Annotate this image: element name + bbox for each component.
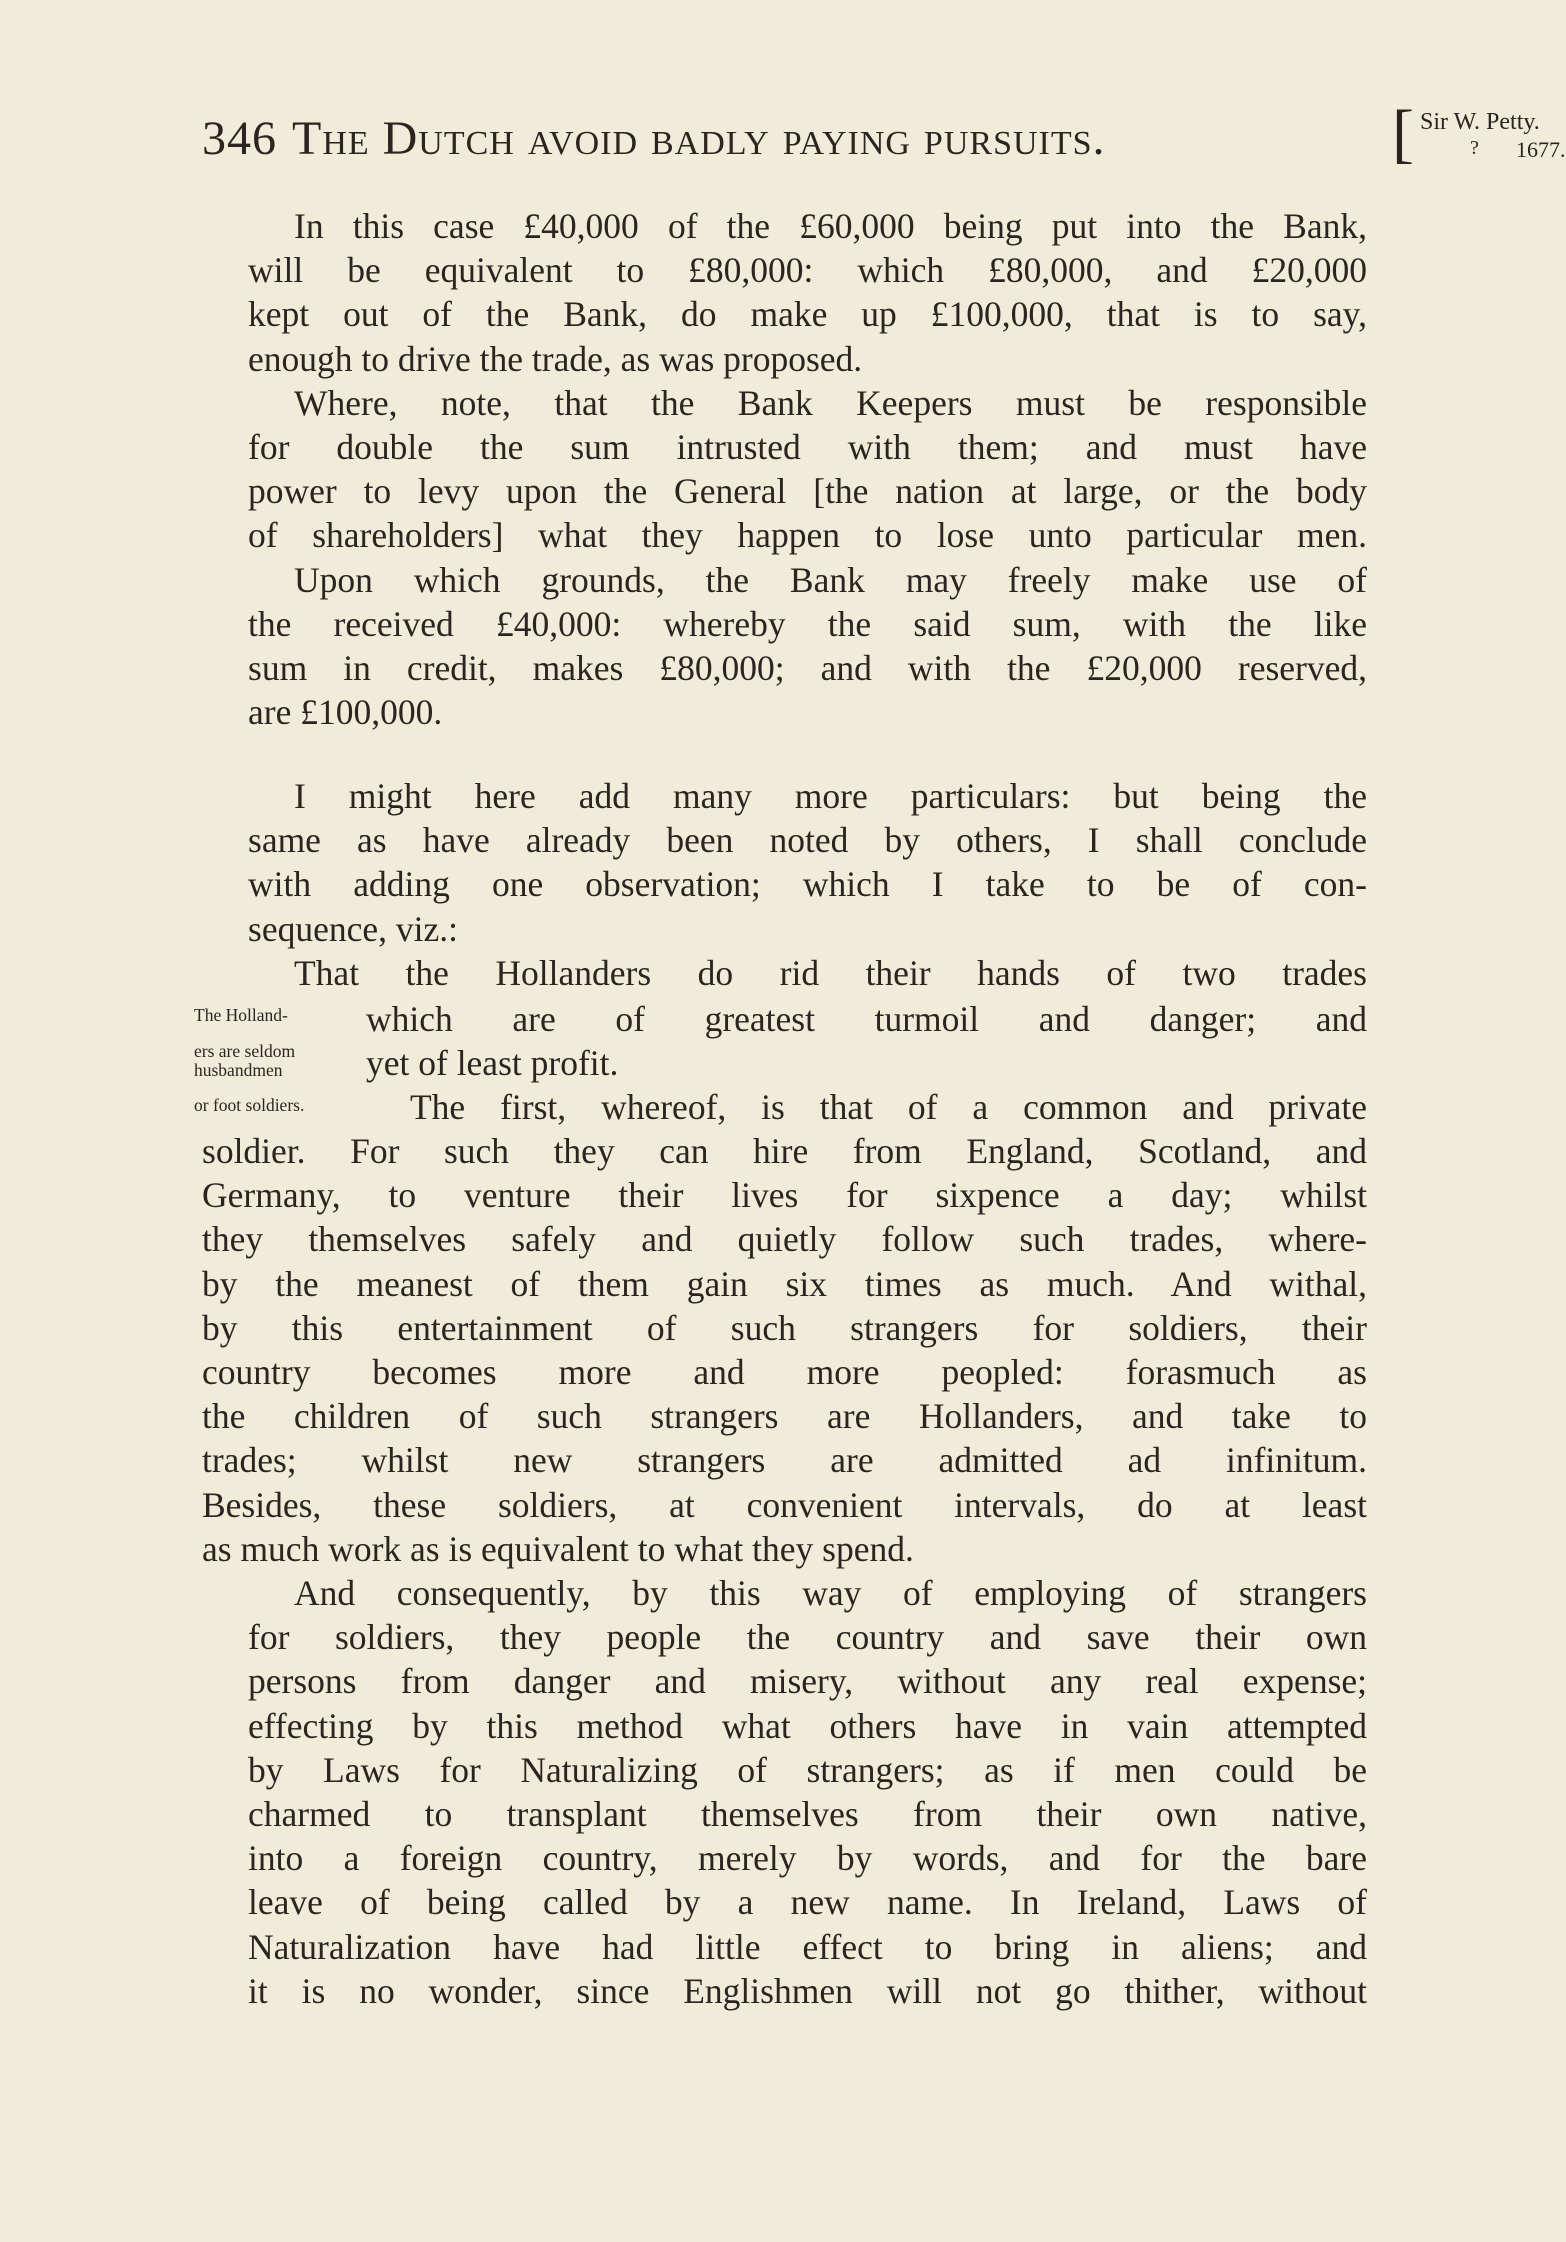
- text-line: by this entertainment of such strangers for soldiers, their: [202, 1307, 1367, 1348]
- text-line: effecting by this method what others have in vain attempted: [248, 1705, 1367, 1746]
- paragraph: [202, 774, 1367, 995]
- running-head: [202, 97, 1566, 173]
- text-line: In this case £40,000 of the £60,000 being put into the Bank,: [294, 206, 1367, 246]
- text-line: Besides, these soldiers, at convenient intervals, do at least: [202, 1484, 1367, 1525]
- marginal-note-line: or foot soldiers.: [194, 1095, 305, 1115]
- text-line: of shareholders] what they happen to lose unto particular men.: [248, 515, 1367, 556]
- text-line: persons from danger and misery, without any real expense;: [248, 1661, 1367, 1702]
- marginal-note-line: The Holland-: [194, 1005, 288, 1025]
- page-number: 346: [202, 112, 277, 165]
- text-line: That the Hollanders do rid their hands of two trades: [294, 952, 1367, 993]
- text-line: which are of greatest turmoil and danger; and: [366, 999, 1367, 1039]
- text-line: And consequently, by this way of employing of strangers: [294, 1573, 1367, 1614]
- paragraph: [202, 558, 1367, 735]
- running-title: The Dutch avoid badly paying pursuits.: [292, 112, 1106, 165]
- paragraph: [202, 381, 1367, 558]
- text-line: sequence, viz.:: [248, 908, 458, 949]
- text-line: yet of least profit.: [366, 1043, 619, 1083]
- running-author: Sir W. Petty.: [1420, 109, 1540, 135]
- text-line: will be equivalent to £80,000: which £80,000, and £20,000: [248, 250, 1367, 291]
- text-line: the received £40,000: whereby the said sum, with the like: [248, 603, 1367, 644]
- running-query: ?: [1470, 137, 1479, 159]
- text-line: are £100,000.: [248, 692, 443, 733]
- text-line: charmed to transplant themselves from their own native,: [248, 1794, 1367, 1835]
- text-block-1: [202, 204, 1367, 734]
- paragraph: [202, 1129, 1367, 1571]
- text-line: Naturalization have had little effect to bring in aliens; and: [248, 1926, 1367, 1967]
- text-line: country becomes more and more peopled: forasmuch as: [202, 1352, 1367, 1393]
- text-line: I might here add many more particulars: but being the: [294, 776, 1367, 816]
- text-line: soldier. For such they can hire from England, Scotland, and: [202, 1131, 1367, 1171]
- text-line: The first, whereof, is that of a common and private: [410, 1087, 1367, 1127]
- paragraph: [202, 204, 1367, 381]
- text-line: power to levy upon the General [the nation at large, or the body: [248, 471, 1367, 512]
- paragraph: [202, 1571, 1367, 2013]
- text-line: with adding one observation; which I take to be of con-: [248, 864, 1367, 905]
- text-line: kept out of the Bank, do make up £100,000, that is to say,: [248, 294, 1367, 335]
- text-line: for double the sum intrusted with them; and must have: [248, 427, 1367, 468]
- text-line: sum in credit, makes £80,000; and with the £20,000 reserved,: [248, 648, 1367, 689]
- text-block-3: [202, 1129, 1367, 2013]
- text-line: enough to drive the trade, as was proposed.: [248, 338, 863, 379]
- running-year: 1677.: [1516, 137, 1566, 162]
- text-line: it is no wonder, since Englishmen will not go thither, without: [248, 1970, 1367, 2011]
- text-line: as much work as is equivalent to what they spend.: [202, 1528, 914, 1569]
- text-line: Germany, to venture their lives for sixpence a day; whilst: [202, 1175, 1367, 1216]
- text-line: they themselves safely and quietly follow such trades, where-: [202, 1219, 1367, 1260]
- text-line: Where, note, that the Bank Keepers must be responsible: [294, 382, 1367, 423]
- text-line: Upon which grounds, the Bank may freely make use of: [294, 559, 1367, 600]
- marginal-note-line: husbandmen: [194, 1060, 283, 1080]
- text-line: leave of being called by a new name. In Ireland, Laws of: [248, 1882, 1367, 1923]
- marginal-note-line: ers are seldom: [194, 1041, 296, 1061]
- text-line: trades; whilst new strangers are admitted ad infinitum.: [202, 1440, 1367, 1481]
- text-line: the children of such strangers are Hollanders, and take to: [202, 1396, 1367, 1437]
- text-line: by Laws for Naturalizing of strangers; as if men could be: [248, 1749, 1367, 1790]
- text-line: same as have already been noted by others, I shall conclude: [248, 820, 1367, 861]
- text-block-2: [202, 774, 1367, 995]
- text-line: for soldiers, they people the country and save their own: [248, 1617, 1367, 1658]
- bracket-glyph: [: [1392, 97, 1414, 170]
- text-line: into a foreign country, merely by words, and for the bare: [248, 1838, 1367, 1879]
- text-line: by the meanest of them gain six times as much. And withal,: [202, 1263, 1367, 1304]
